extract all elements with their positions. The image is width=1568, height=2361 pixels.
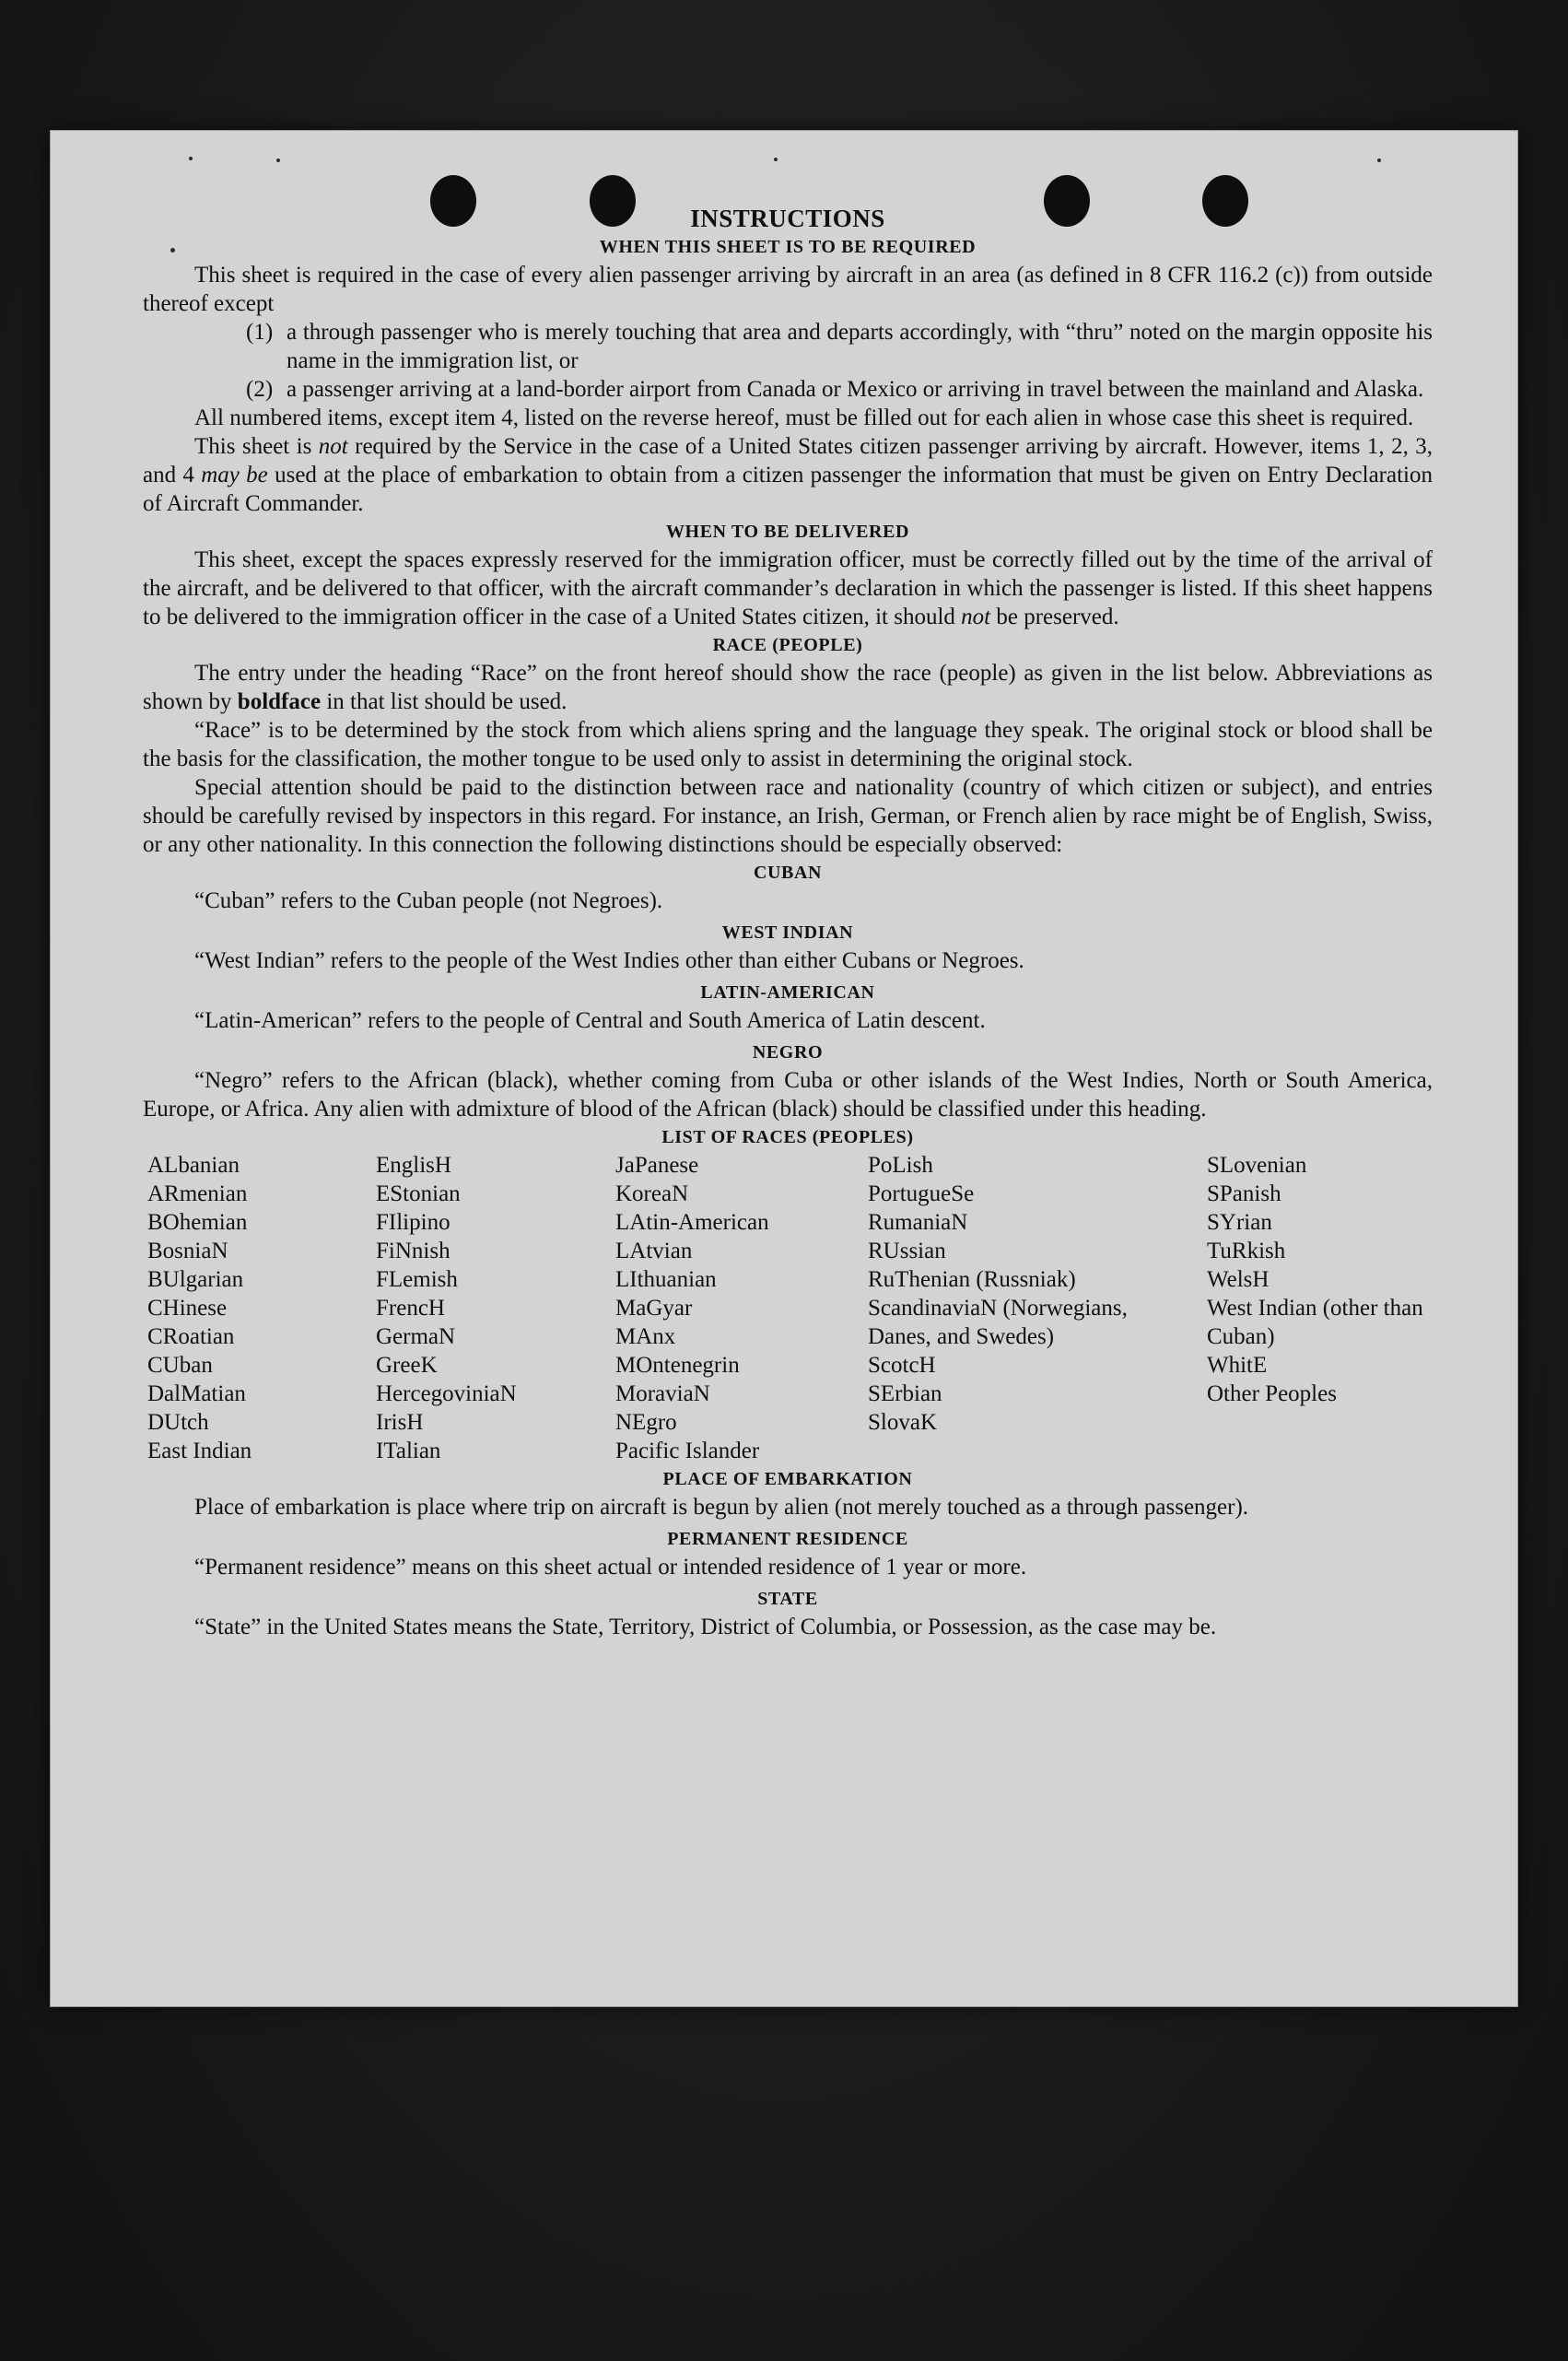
race-entry: SlovaK — [868, 1410, 937, 1435]
section-heading-permanent-residence: PERMANENT RESIDENCE — [667, 1529, 908, 1549]
race-entry: TuRkish — [1207, 1239, 1286, 1263]
race-entry: FLemish — [376, 1267, 458, 1292]
paragraph: “State” in the United States means the State, Territory, District of Columbia, or Possession, as the case may be. — [194, 1615, 1217, 1639]
race-entry: ALbanian — [147, 1153, 240, 1178]
item-text: a passenger arriving at a land-border airport from Canada or Mexico or arriving in travel between the mainland and Alaska. — [287, 377, 1424, 402]
race-entry: PortugueSe — [868, 1181, 975, 1206]
scan-speck — [1377, 159, 1381, 162]
race-entry: EnglisH — [376, 1153, 451, 1178]
race-entry: CHinese — [147, 1296, 228, 1321]
race-entry: SErbian — [868, 1381, 942, 1406]
section-heading-west-indian: WEST INDIAN — [721, 922, 854, 943]
race-entry: ARmenian — [147, 1181, 248, 1206]
paragraph: “West Indian” refers to the people of the West Indies other than either Cubans or Negroes. — [194, 948, 1024, 973]
race-entry: Other Peoples — [1207, 1381, 1337, 1406]
race-entry: ITalian — [376, 1439, 441, 1463]
race-entry: SYrian — [1207, 1210, 1272, 1235]
race-entry: WelsH — [1207, 1267, 1270, 1292]
race-entry: BUlgarian — [147, 1267, 244, 1292]
race-entry: NEgro — [615, 1410, 677, 1435]
scan-speck — [276, 159, 280, 162]
race-entry: IrisH — [376, 1410, 424, 1435]
race-entry: LAtvian — [615, 1239, 693, 1263]
race-entry: CUban — [147, 1353, 213, 1378]
race-entry: JaPanese — [615, 1153, 699, 1178]
list-item — [246, 375, 1433, 404]
race-entry: West Indian (other than Cuban) — [1207, 1296, 1423, 1349]
races-column — [868, 1151, 1207, 1465]
text-run: used at the place of embarkation to obtain from a citizen passenger the information that must be given on Entry Declaration of Aircraft Commander. — [143, 463, 1433, 516]
paragraph: Special attention should be paid to the distinction between race and nationality (country of which citizen or subject), and entries should be carefully revised by inspectors in this regard. For instance, an Irish, German, or French alien by race might be of English, Swiss, or any other nationality. In this connection the following distinctions should be especially observed: — [143, 775, 1433, 857]
page-title: INSTRUCTIONS — [690, 205, 885, 232]
section-heading-state: STATE — [757, 1589, 818, 1609]
section-heading-list-of-races: LIST OF RACES (PEOPLES) — [661, 1127, 914, 1147]
emphasis-text: not — [318, 434, 348, 459]
paragraph: “Latin-American” refers to the people of Central and South America of Latin descent. — [194, 1008, 986, 1033]
race-entry: WhitE — [1207, 1353, 1268, 1378]
section-heading-latin-american: LATIN-AMERICAN — [700, 982, 875, 1003]
race-entry: BosniaN — [147, 1239, 228, 1263]
paragraph: “Negro” refers to the African (black), whether coming from Cuba or other islands of the West Indies, North or South America, Europe, or Africa. Any alien with admixture of blood of the African (black) should be classified under this heading. — [143, 1068, 1433, 1122]
race-entry: FrencH — [376, 1296, 445, 1321]
race-entry: CRoatian — [147, 1324, 235, 1349]
section-heading-negro: NEGRO — [752, 1042, 824, 1063]
race-entry: Pacific Islander — [615, 1439, 760, 1463]
paragraph — [143, 659, 1433, 716]
races-column — [147, 1151, 376, 1465]
races-column — [1207, 1151, 1437, 1465]
item-number: (1) — [246, 320, 274, 345]
race-entry: FiNnish — [376, 1239, 451, 1263]
item-number: (2) — [246, 377, 274, 402]
race-entry: LAtin-American — [615, 1210, 769, 1235]
paragraph — [143, 546, 1433, 631]
race-entry: RuThenian (Russniak) — [868, 1267, 1076, 1292]
race-entry: East Indian — [147, 1439, 252, 1463]
item-text: a through passenger who is merely touching that area and departs accordingly, with “thru” noted on the margin opposite his name in the immigration list, or — [287, 320, 1433, 373]
paragraph: All numbered items, except item 4, listed on the reverse hereof, must be filled out for each alien in whose case this sheet is required. — [194, 405, 1414, 430]
races-column — [615, 1151, 868, 1465]
race-entry: MOntenegrin — [615, 1353, 740, 1378]
text-run: in that list should be used. — [321, 689, 568, 714]
race-entry: BOhemian — [147, 1210, 248, 1235]
race-entry: HercegoviniaN — [376, 1381, 517, 1406]
race-entry: EStonian — [376, 1181, 461, 1206]
races-list — [147, 1151, 1433, 1465]
scan-speck — [774, 158, 778, 161]
race-entry: PoLish — [868, 1153, 933, 1178]
section-heading-place-of-embarkation: PLACE OF EMBARKATION — [662, 1469, 913, 1489]
section-heading-race: RACE (PEOPLE) — [712, 635, 863, 655]
paragraph: “Race” is to be determined by the stock from which aliens spring and the language they speak. The original stock or blood shall be the basis for the classification, the mother tongue to be used only to assist in determining the original stock. — [143, 718, 1433, 771]
section-heading-cuban: CUBAN — [753, 863, 823, 883]
race-entry: ScotcH — [868, 1353, 936, 1378]
race-entry: SPanish — [1207, 1181, 1281, 1206]
race-entry: SLovenian — [1207, 1153, 1307, 1178]
document-sheet — [51, 131, 1517, 2006]
paragraph: This sheet is required in the case of every alien passenger arriving by aircraft in an area (as defined in 8 CFR 116.2 (c)) from outside thereof except — [143, 263, 1433, 316]
races-column — [376, 1151, 615, 1465]
emphasis-text: not — [961, 605, 991, 629]
text-run: This sheet, except the spaces expressly reserved for the immigration officer, must be correctly filled out by the time of the arrival of the aircraft, and be delivered to that officer, with the aircraft commander’s declaration in which the passenger is listed. If this sheet happens to be delivered to the immigration officer in the case of a United States citizen, it should — [143, 547, 1433, 629]
list-item — [246, 318, 1433, 375]
paragraph: “Cuban” refers to the Cuban people (not Negroes). — [194, 888, 663, 913]
race-entry: MoraviaN — [615, 1381, 710, 1406]
instructions-body — [143, 204, 1433, 1641]
race-entry: ScandinaviaN (Norwegians, Danes, and Swedes) — [868, 1296, 1128, 1349]
race-entry: DalMatian — [147, 1381, 246, 1406]
race-entry: KoreaN — [615, 1181, 689, 1206]
text-run: required by the Service in the case of a United States citizen passenger arriving by aircraft. However, items 1, 2, 3, and 4 — [143, 434, 1433, 487]
paragraph: “Permanent residence” means on this sheet actual or intended residence of 1 year or more. — [194, 1555, 1027, 1580]
paragraph: Place of embarkation is place where trip on aircraft is begun by alien (not merely touched as a through passenger). — [194, 1495, 1249, 1520]
race-entry: RumaniaN — [868, 1210, 968, 1235]
race-entry: MAnx — [615, 1324, 676, 1349]
emphasis-text: may be — [201, 463, 268, 487]
text-run: This sheet is — [194, 434, 319, 459]
race-entry: FIlipino — [376, 1210, 451, 1235]
section-heading-when-delivered: WHEN TO BE DELIVERED — [665, 522, 910, 542]
scan-speck — [189, 157, 193, 160]
section-heading-when-required: WHEN THIS SHEET IS TO BE REQUIRED — [599, 237, 977, 257]
text-run: The entry under the heading “Race” on the front hereof should show the race (people) as given in the list below. Abbreviations as shown by — [143, 661, 1433, 714]
race-entry: GermaN — [376, 1324, 456, 1349]
race-entry: DUtch — [147, 1410, 209, 1435]
paragraph — [143, 432, 1433, 518]
bold-text: boldface — [237, 689, 322, 714]
race-entry: GreeK — [376, 1353, 438, 1378]
race-entry: RUssian — [868, 1239, 946, 1263]
text-run: be preserved. — [990, 605, 1119, 629]
race-entry: LIthuanian — [615, 1267, 717, 1292]
race-entry: MaGyar — [615, 1296, 693, 1321]
